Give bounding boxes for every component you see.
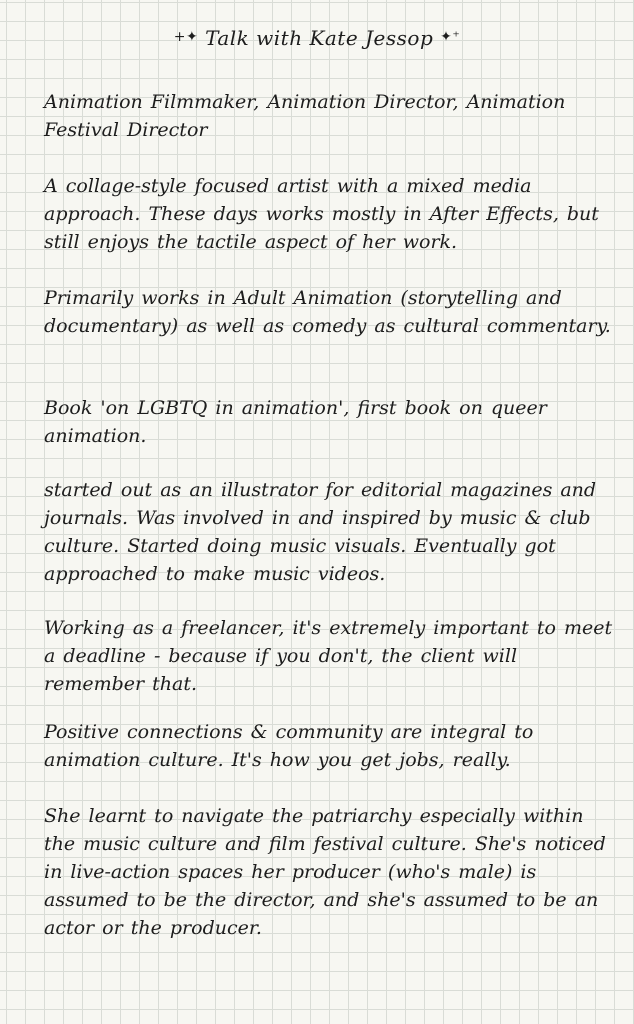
paragraph-freelancer: Working as a freelancer, it's extremely important to meet a deadline - because if you don't, the client will remember that. xyxy=(44,617,613,695)
roles-line: Animation Filmmaker, Animation Director, Animation Festival Director xyxy=(44,91,566,141)
paragraph-career-start: started out as an illustrator for editorial magazines and journals. Was involved in and inspired by music & club culture. Started doing music visuals. Eventually got approached to make music videos. xyxy=(44,479,597,585)
note-title xyxy=(0,26,634,50)
paragraph-artist-style: A collage-style focused artist with a mixed media approach. These days works mostly in After Effects, but still enjoys the tactile aspect of her work. xyxy=(44,175,599,253)
paragraph-patriarchy: She learnt to navigate the patriarchy especially within the music culture and film festival culture. She's noticed in live-action spaces her producer (who's male) is assumed to be the director, and she's assumed to be an actor or the producer. xyxy=(44,805,606,939)
note-title-text: Talk with Kate Jessop xyxy=(205,26,434,50)
paragraph-book: Book 'on LGBTQ in animation', first book on queer animation. xyxy=(44,397,547,447)
sparkle-right-icon: ✦⁺ xyxy=(440,29,461,45)
paragraph-community: Positive connections & community are integral to animation culture. It's how you get jobs, really. xyxy=(44,721,534,771)
sparkle-left-icon: +✦ xyxy=(173,29,199,45)
paragraph-adult-animation: Primarily works in Adult Animation (storytelling and documentary) as well as comedy as cultural commentary. xyxy=(44,287,611,337)
